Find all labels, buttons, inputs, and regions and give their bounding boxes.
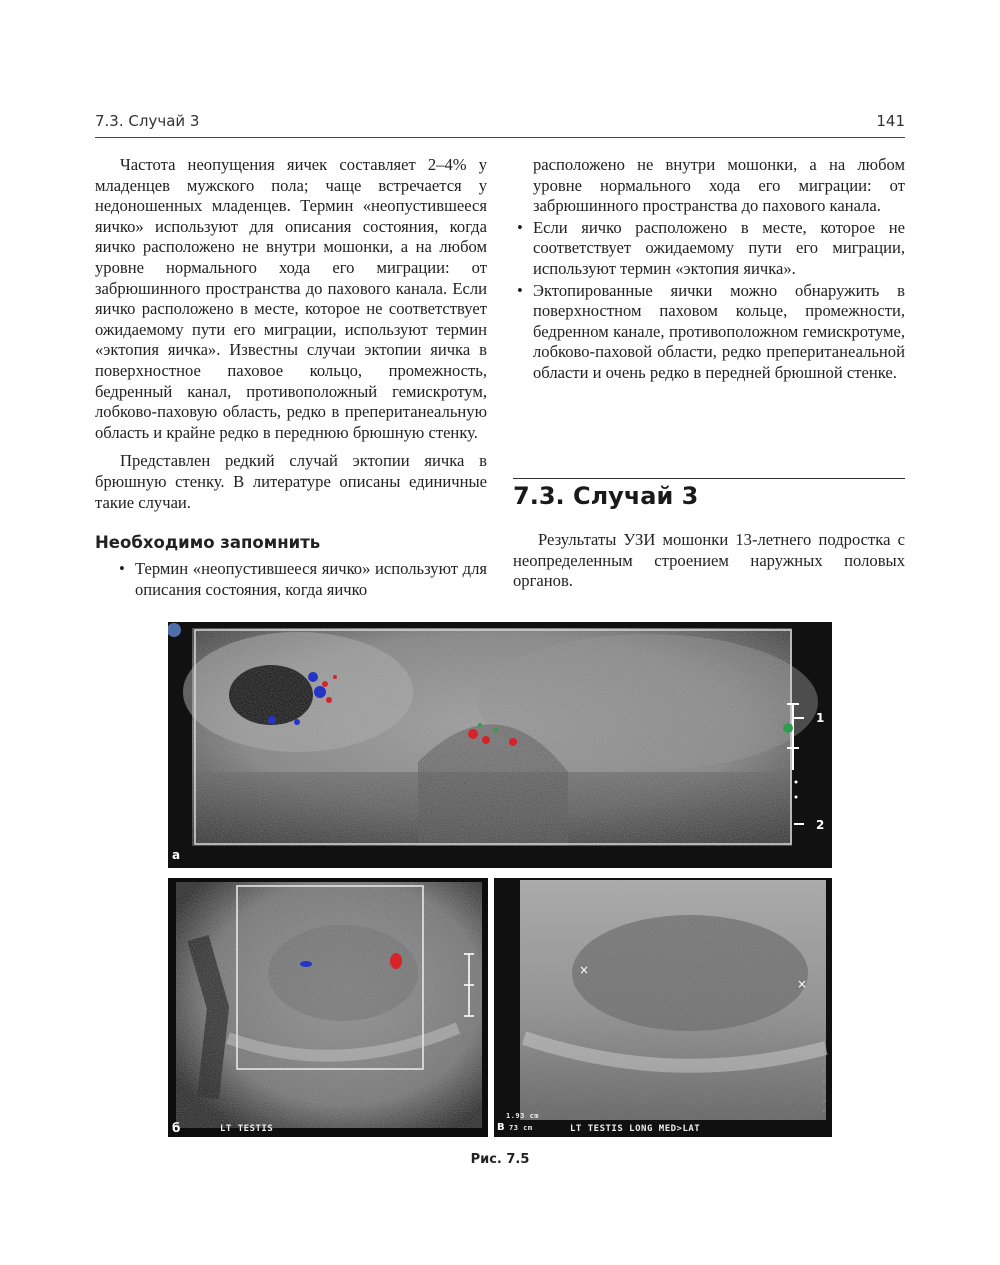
remember-list bbox=[95, 559, 487, 600]
remember-list-continued bbox=[513, 155, 905, 384]
measurement-2: 73 cm bbox=[509, 1124, 533, 1132]
ultrasound-panel-c bbox=[494, 878, 832, 1137]
header-rule bbox=[95, 137, 905, 138]
svg-text:×: × bbox=[579, 963, 590, 977]
bullet-3: Эктопированные яички можно обнаружить в поверхностном паховом кольце, промежности, бедренном канале, противоположном гемискротуме, лобково-паховой области, редко препеританеальной области и очень редко в передней брюшной стенке. bbox=[533, 280, 905, 382]
section-heading: 7.3. Случай 3 bbox=[513, 482, 699, 510]
bullet-1-end: расположено не внутри мошонки, а на любом уровне нормального хода его миграции: от забрюшинного пространства до пахового канала. bbox=[533, 155, 905, 216]
panel-label-b: б bbox=[172, 1121, 181, 1135]
list-item bbox=[95, 559, 487, 600]
paragraph-2: Представлен редкий случай эктопии яичка в брюшную стенку. В литературе описаны единичные такие случаи. bbox=[95, 451, 487, 512]
case-description: Результаты УЗИ мошонки 13-летнего подростка с неопределенным строением наружных половых органов. bbox=[513, 530, 905, 591]
ultrasound-image-b bbox=[168, 878, 488, 1137]
bullet-marker: • bbox=[517, 280, 523, 300]
scale-mark-2: 2 bbox=[816, 818, 825, 832]
list-item bbox=[513, 281, 905, 384]
ultrasound-image-c bbox=[494, 878, 832, 1137]
left-column bbox=[95, 155, 487, 600]
list-item bbox=[513, 218, 905, 280]
paragraph-1: Частота неопущения яичек составляет 2–4% у младенцев мужского пола; чаще встречается у недоношенных младенцев. Термин «неопустившееся яичко» используют для описания состояния, когда яичко расположено не внутри мошонки, а на любом уровне нормального хода его миграции: от забрюшинного пространства до пахового канала. Если яичко расположено в месте, которое не соответствует ожидаемому пути его миграции, используют термин «эктопия яичка». Известны случаи эктопии яичка в поверхностное паховое кольцо, промежность, бедренный канал, противоположный гемискротум, лобково-паховую область, редко в препеританеальную область и крайне редко в переднюю брюшную стенку. bbox=[95, 155, 487, 442]
figure-caption: Рис. 7.5 bbox=[470, 1152, 530, 1167]
panel-label-a: а bbox=[172, 848, 181, 862]
measurement-1: 1.93 cm bbox=[506, 1112, 540, 1120]
list-item bbox=[513, 155, 905, 217]
section-rule bbox=[513, 478, 905, 479]
panel-label-c: B bbox=[497, 1122, 505, 1133]
lt-testis-long-label: LT TESTIS LONG MED>LAT bbox=[570, 1124, 701, 1134]
running-head-section: 7.3. Случай 3 bbox=[95, 112, 200, 130]
remember-heading: Необходимо запомнить bbox=[95, 533, 321, 553]
ultrasound-image-a bbox=[168, 622, 832, 868]
caliper-marker bbox=[783, 723, 793, 733]
bullet-marker: • bbox=[517, 217, 523, 237]
lt-testis-label-b: LT TESTIS bbox=[220, 1124, 274, 1134]
bullet-2: Если яичко расположено в месте, которое не соответствует ожидаемому пути его миграции, используют термин «эктопия яичка». bbox=[533, 217, 905, 278]
svg-text:×: × bbox=[797, 977, 808, 991]
right-column bbox=[513, 155, 905, 384]
bullet-marker: • bbox=[119, 559, 125, 579]
running-head bbox=[95, 112, 905, 136]
page-number: 141 bbox=[876, 112, 905, 130]
bullet-1-start: Термин «неопустившееся яичко» используют для описания состояния, когда яичко bbox=[135, 559, 487, 599]
ultrasound-panel-a bbox=[168, 622, 832, 868]
scale-mark-1: 1 bbox=[816, 711, 825, 725]
ultrasound-panel-b bbox=[168, 878, 488, 1137]
